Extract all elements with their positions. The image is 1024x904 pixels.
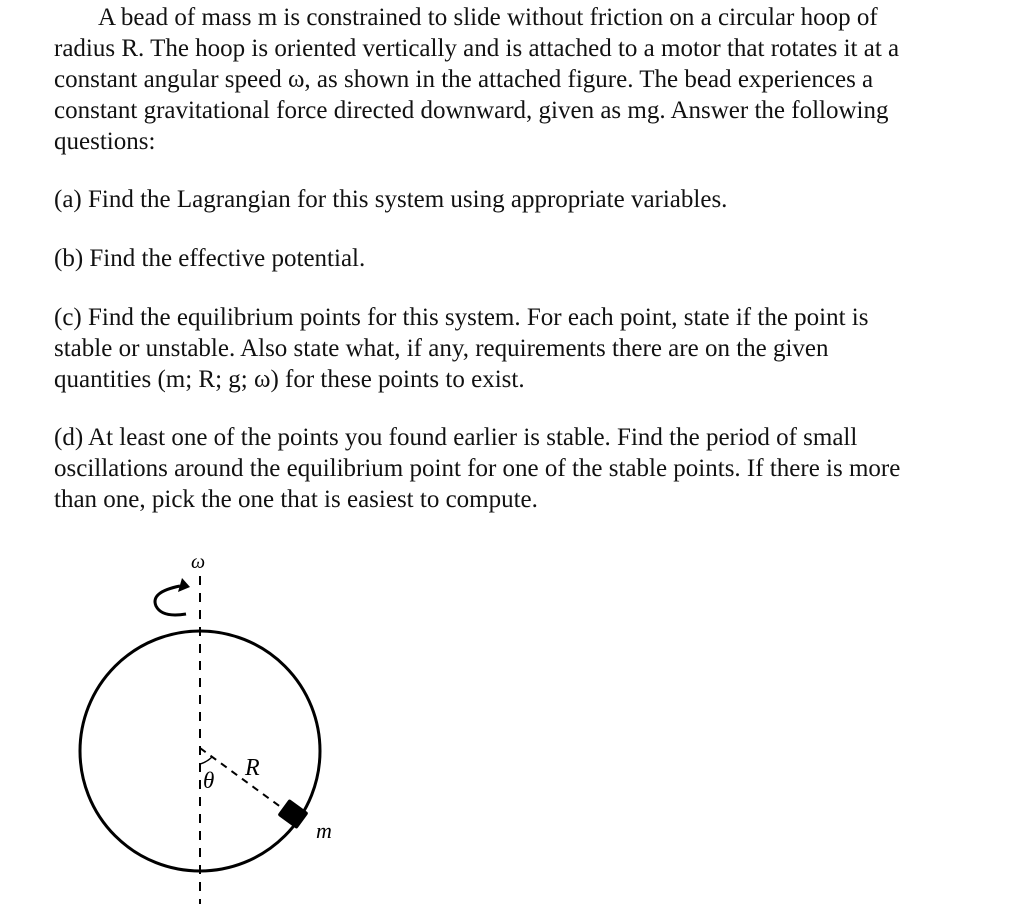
intro-line: constant angular speed ω, as shown in the attached figure. The bead experiences a <box>54 66 874 93</box>
question-d-line: oscillations around the equilibrium point for one of the stable points. If there is more <box>54 455 901 482</box>
question-c-line: (c) Find the equilibrium points for this system. For each point, state if the point is <box>54 304 869 331</box>
intro-line: radius R. The hoop is oriented vertically and is attached to a motor that rotates it at a <box>54 35 900 62</box>
intro-line: A bead of mass m is constrained to slide without friction on a circular hoop of <box>98 4 878 31</box>
question-d-line: than one, pick the one that is easiest to compute. <box>54 486 538 513</box>
question-c-line: quantities (m; R; g; ω) for these points to exist. <box>54 366 525 393</box>
theta-arc <box>200 757 212 764</box>
rotation-arrow-icon <box>155 578 190 615</box>
mass-label: m <box>316 818 332 843</box>
question-a <box>54 184 727 215</box>
radius-label: R <box>245 755 260 781</box>
intro-line: questions: <box>54 128 156 155</box>
theta-label: θ <box>203 768 215 793</box>
question-b <box>54 243 365 274</box>
question-c-line: stable or unstable. Also state what, if any, requirements there are on the given <box>54 335 829 362</box>
question-d-line: (d) At least one of the points you found earlier is stable. Find the period of small <box>54 424 858 451</box>
intro-line: constant gravitational force directed downward, given as mg. Answer the following <box>54 97 889 124</box>
question-c <box>54 302 868 395</box>
hoop-figure <box>70 548 370 904</box>
question-d <box>54 422 900 515</box>
bead <box>277 799 308 829</box>
question-b-line: (b) Find the effective potential. <box>54 245 366 272</box>
omega-label: ω <box>191 551 206 573</box>
problem-intro <box>54 2 899 157</box>
question-a-line: (a) Find the Lagrangian for this system using appropriate variables. <box>54 186 728 213</box>
